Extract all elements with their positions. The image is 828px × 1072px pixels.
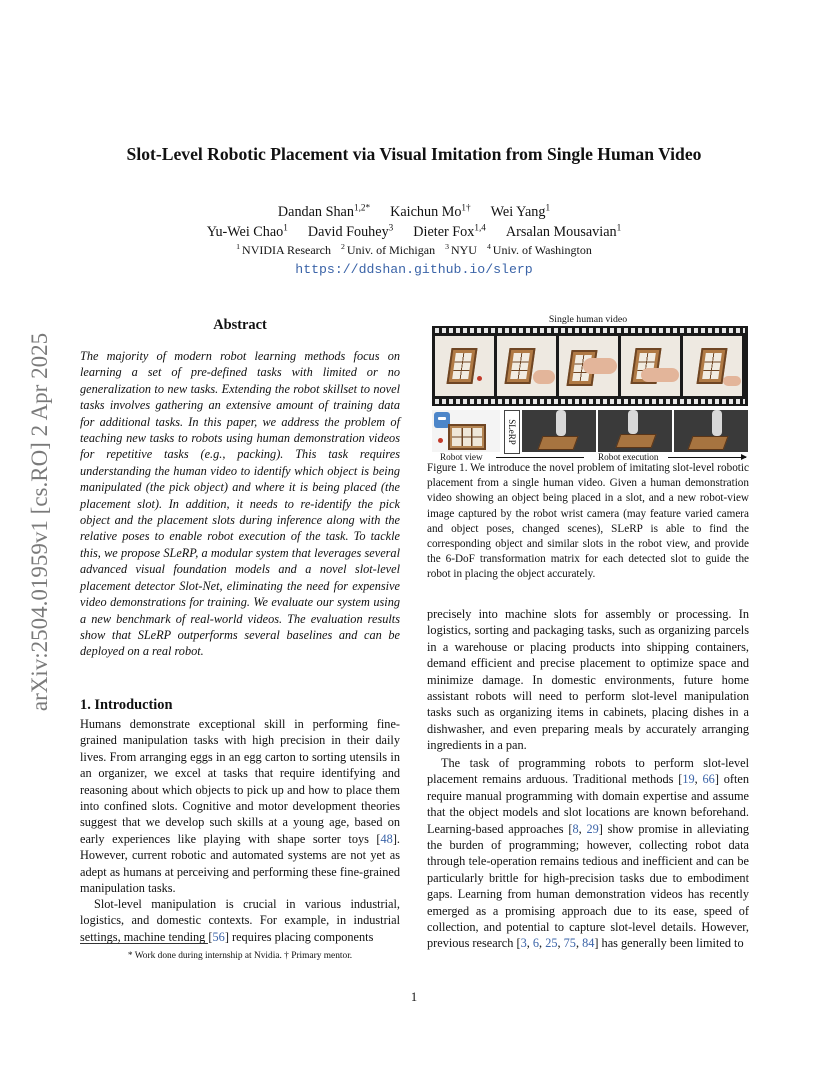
affiliation: $^1$ NVIDIA Research [236,242,331,257]
text-run: ] requires placing components [224,929,374,944]
affiliation: $^2$ Univ. of Michigan [341,242,436,257]
text-run: , [575,936,583,951]
citation-link[interactable]: 6 [532,936,540,951]
arrow-line [496,457,584,458]
video-frame-4 [621,336,680,396]
robot-execution-frame-2 [598,410,672,452]
video-frame-1 [435,336,494,396]
robot-view-label: Robot view [440,452,483,462]
arrow-right-icon [668,457,746,458]
figure-label-single-human-video: Single human video [548,314,628,325]
text-run: , [526,936,533,951]
robot-execution-frame-1 [522,410,596,452]
citation-link[interactable]: 66 [702,772,715,787]
authors-row-1 [60,202,768,222]
robot-execution-label: Robot execution [598,452,659,462]
human-video-filmstrip [432,326,748,406]
slerp-label: SLeRP [507,419,517,445]
introduction-heading: 1. Introduction [80,697,173,713]
author-name: Yu-Wei Chao$^1$ [206,222,288,240]
author-name: Kaichun $Mo^{1\dagger}$ [390,202,471,220]
project-url[interactable]: https://ddshan.github.io/slerp [295,262,533,277]
text-run: ] has generally been limited to [594,936,744,951]
intro-paragraph-2 [80,896,400,945]
citation-link[interactable]: 19 [682,772,695,787]
slerp-module-box [504,410,520,454]
citation-link[interactable]: 75 [563,936,576,951]
video-frame-3 [559,336,618,396]
citation-link[interactable]: 48 [380,831,393,846]
abstract-heading: Abstract [213,317,267,333]
text-run: Humans demonstrate exceptional skill in performing fine-grained manipulation tasks with high precision in their daily lives. From arranging eggs in an egg carton to sorting utensils in an organizer, we excel at tasks that require identifying and reasoning about which objects to pick up and how to place them into confined slots. Cognitive and motor development theories suggest that we develop such skills at a young age, based on early experiences like playing with shape sorter toys [ [80,717,400,846]
author-name: Wei Yang$^1$ [490,202,551,220]
intro-paragraph-3 [427,606,749,754]
footnote-rule [80,943,208,944]
page-number: 1 [410,990,418,1004]
citation-link[interactable]: 84 [582,936,595,951]
citation-link[interactable]: 56 [212,929,225,944]
text-run: precisely into machine slots for assembly or processing. In logistics, sorting and packaging tasks, such as organizing parcels in a warehouse or placing products into shipping containers, demand efficient and precise placement to optimize space and minimize damage. In domestic environments, future home assistant robots will need to perform slot-level manipulation tasks such as organizing items in cabinets, placing dishes in a dishwasher, and even preparing meals by accurately arranging ingredients in a pan. [427,607,749,753]
text-run: , [578,821,587,836]
figure-1-caption: Figure 1. We introduce the novel problem of imitating slot-level robotic placement from a single human video. Given a human demonstration video showing an object being placed in a slot, and a new robot-view image captured by the robot wrist camera (may feature varied camera and object poses, changed scenes), SLeRP is able to find the corresponding object and similar slots in the robot view, and provide the 6-DoF transformation matrix for each detected slot to guide the robot in placing the object accurately. [427,462,749,581]
text-run: Slot-level manipulation is crucial in various industrial, logistics, and domestic contexts. For example, in industrial settings, machine tending [ [80,897,400,944]
arxiv-id: arXiv:2504.01959v1 [cs.RO] 2 Apr 2025 [27,332,52,712]
film-perforation-top [435,328,745,333]
text-run: ] show promise in alleviating the burden of programming; however, collecting robot data through tele-operation remains tedious and inefficient and can be particularly brittle for high-precision tasks due to embodiment gaps. Learning from human demonstration videos has recently emerged as a promising approach due to its ease, speed of collection, and potential to capture slot-level details. However, previous research [ [427,821,749,951]
affiliation: $^3$ NYU [445,242,477,257]
author-name: Dandan Shan$^{1,2*}$ [277,202,371,220]
citation-link[interactable]: 3 [520,936,527,951]
robot-view-image [432,410,500,452]
robot-execution-frame-3 [674,410,748,452]
abstract-text: The majority of modern robot learning methods focus on learning a set of pre-defined tasks with limited or no generalization to new tasks. Extending the robot skillset to novel tasks involves gathering an extensive amount of training data for additional tasks. In this paper, we address the problem of teaching new tasks to robots using human demonstration videos for repetitive tasks (e.g., packing). This task requires understanding the human video to identify which object is being manipulated (the pick object) and where it is being placed (the placement slot). In addition, it needs to re-identify the pick object and the placement slots during inference along with the relative poses to enable robot execution of the task. To tackle this, we propose SLeRP, a modular system that leverages several advanced visual foundation models and a novel slot-level placement detector Slot-Net, eliminating the need for expensive video demonstrations for training. We evaluate our system using a new benchmark of real-world videos. The evaluation results show that SLeRP outperforms several baselines and can be deployed on a real robot. [80,349,400,659]
affiliations [60,242,768,258]
paper-title: Slot-Level Robotic Placement via Visual Imitation from Single Human Video [126,144,702,164]
robot-row [432,410,748,452]
video-frame-5 [683,336,742,396]
author-name: David Fouhey$^3$ [307,222,394,240]
citation-link[interactable]: 29 [586,821,599,836]
text-run: , [694,772,703,787]
text-run: ]. However, current robotic and automated systems are not yet as adept as humans at perceiving and performing these fine-grained manipulation tasks. [80,831,400,896]
arxiv-side-stamp [20,292,60,752]
footnote: * Work done during internship at Nvidia. † Primary mentor. [127,951,353,961]
text-run: , [539,936,546,951]
slot-organizer-image [448,424,486,450]
affiliation: $^4$ Univ. of Washington [486,242,592,257]
intro-paragraph-4 [427,755,749,952]
author-name: Dieter Fox$^{1,4}$ [413,222,486,240]
text-run: ] often require manual programming with domain expertise and assume that the object models and slot locations are known beforehand. Learning-based approaches [ [427,772,750,836]
citation-link[interactable]: 8 [572,821,579,836]
citation-link[interactable]: 25 [545,936,558,951]
video-frame-2 [497,336,556,396]
figure-1 [427,314,749,464]
author-name: Arsalan Mousavian$^1$ [505,222,622,240]
text-run: The task of programming robots to perform slot-level placement remains arduous. Traditional methods [ [427,756,749,787]
intro-paragraph-1 [80,716,400,896]
film-perforation-bottom [435,399,745,404]
authors-row-2 [60,222,768,242]
text-run: , [557,936,564,951]
